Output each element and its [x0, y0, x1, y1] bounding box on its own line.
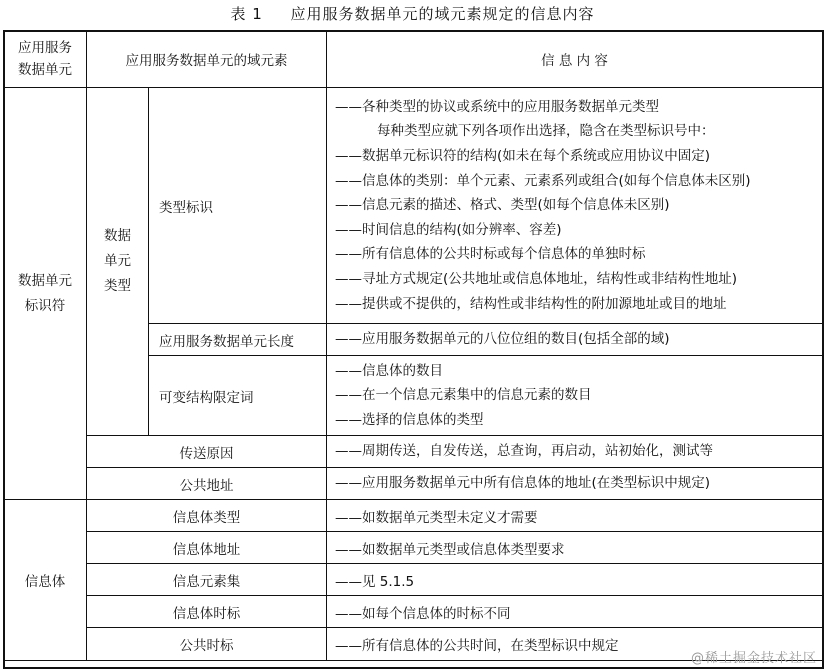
info-line: ——各种类型的协议或系统中的应用服务数据单元类型	[335, 98, 659, 115]
info-line: ——寻址方式规定(公共地址或信息体地址，结构性或非结构性地址)	[335, 270, 738, 287]
label-asdu-length: 应用服务数据单元长度	[149, 324, 327, 356]
info-io-type: ——如数据单元类型未定义才需要	[327, 500, 823, 532]
header-info-content: 信 息 内 容	[327, 31, 823, 88]
table-title: 应用服务数据单元的域元素规定的信息内容	[290, 5, 595, 23]
info-line: ——时间信息的结构(如分辨率、容差)	[335, 221, 562, 238]
info-line: ——信息体的类别：单个元素、元素系列或组合(如每个信息体未区别)	[335, 172, 751, 189]
label-cot: 传送原因	[87, 436, 327, 468]
info-line: ——信息元素的描述、格式、类型(如每个信息体未区别)	[335, 197, 670, 214]
info-line: ——提供或不提供的，结构性或非结构性的附加源地址或目的地址	[335, 295, 727, 312]
info-line: ——信息体的数目	[335, 362, 443, 379]
info-line: ——数据单元标识符的结构(如未在每个系统或应用协议中固定)	[335, 148, 711, 165]
label-io-time-tag: 信息体时标	[87, 596, 327, 628]
info-common-address	[327, 468, 823, 500]
info-cot	[327, 436, 823, 468]
info-vsq	[327, 356, 823, 436]
row-io-element-set	[4, 564, 823, 596]
row-type-id	[4, 88, 823, 324]
label-type-id: 类型标识	[149, 88, 327, 324]
row-io-type	[4, 500, 823, 532]
group-data-unit-identifier	[4, 88, 87, 500]
label-common-address: 公共地址	[87, 468, 327, 500]
asdu-field-table	[3, 30, 823, 661]
row-common-address	[4, 468, 823, 500]
header-asdu-line2: 数据单元	[18, 62, 72, 78]
dut-label-3: 类型	[104, 278, 131, 294]
label-common-time-tag: 公共时标	[87, 628, 327, 661]
label-io-address: 信息体地址	[87, 532, 327, 564]
label-vsq: 可变结构限定词	[149, 356, 327, 436]
info-asdu-length	[327, 324, 823, 356]
group-dui-line2: 标识符	[24, 297, 66, 314]
watermark: @稀土掘金技术社区	[690, 651, 817, 666]
dut-label-2: 单元	[104, 253, 131, 269]
info-line: ——选择的信息体的类型	[335, 411, 484, 428]
info-io-element-set: ——见 5.1.5	[327, 564, 823, 596]
label-io-type: 信息体类型	[87, 500, 327, 532]
row-io-address	[4, 532, 823, 564]
info-line: ——周期传送，自发传送，总查询，再启动，站初始化，测试等	[335, 443, 713, 460]
row-io-time-tag	[4, 596, 823, 628]
info-common-time-tag: ——所有信息体的公共时间，在类型标识中规定	[327, 628, 823, 661]
info-io-time-tag: ——如每个信息体的时标不同	[327, 596, 823, 628]
table-caption	[0, 3, 825, 25]
info-line: ——所有信息体的公共时标或每个信息体的单独时标	[335, 246, 646, 263]
group-dui-line1: 数据单元	[18, 272, 72, 289]
group-information-object: 信息体	[4, 500, 87, 661]
info-line: ——在一个信息元素集中的信息元素的数目	[335, 387, 592, 404]
row-cot	[4, 436, 823, 468]
info-io-address: ——如数据单元类型或信息体类型要求	[327, 532, 823, 564]
table-number: 表 1	[230, 5, 263, 23]
header-field-element: 应用服务数据单元的域元素	[87, 31, 327, 88]
group-data-unit-type	[87, 88, 149, 436]
info-line: 每种类型应就下列各项作出选择，隐含在类型标识号中：	[377, 123, 715, 140]
header-asdu-line1: 应用服务	[18, 40, 72, 56]
info-type-id	[327, 88, 823, 324]
header-row	[4, 31, 823, 88]
info-line: ——应用服务数据单元中所有信息体的地址(在类型标识中规定)	[335, 475, 711, 492]
header-asdu	[4, 31, 87, 88]
label-io-element-set: 信息元素集	[87, 564, 327, 596]
dut-label-1: 数据	[104, 228, 131, 244]
info-line: ——应用服务数据单元的八位位组的数目(包括全部的域)	[335, 331, 670, 348]
